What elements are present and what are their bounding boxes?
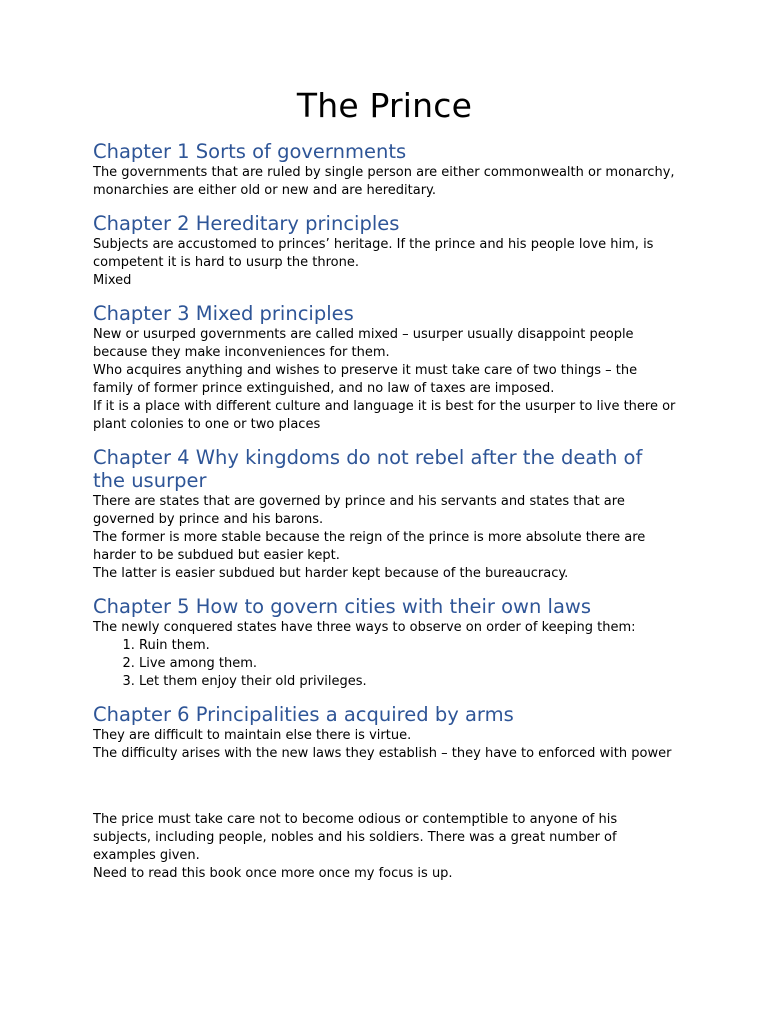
chapter-heading: Chapter 2 Hereditary principles: [93, 212, 400, 235]
list-item: 2. Live among them.: [139, 655, 676, 673]
numbered-list: [93, 637, 676, 691]
document-title: The Prince: [296, 86, 473, 125]
list-item: 3. Let them enjoy their old privileges.: [139, 673, 676, 691]
chapter-paragraph: The latter is easier subdued but harder kept because of the bureaucracy.: [93, 566, 569, 581]
chapter-paragraph: They are difficult to maintain else there is virtue.: [93, 728, 412, 743]
chapter-paragraph: The former is more stable because the reign of the prince is more absolute there are harder to be subdued but easier kept.: [93, 530, 646, 563]
chapter-1: [93, 140, 676, 200]
chapter-heading: Chapter 5 How to govern cities with their own laws: [93, 595, 592, 618]
chapter-heading: Chapter 6 Principalities a acquired by arms: [93, 703, 514, 726]
chapter-paragraph: Subjects are accustomed to princes’ heritage. If the prince and his people love him, is competent it is hard to usurp the throne.: [93, 237, 654, 270]
chapter-paragraph: There are states that are governed by prince and his servants and states that are governed by prince and his barons.: [93, 494, 625, 527]
chapter-paragraph: The newly conquered states have three ways to observe on order of keeping them:: [93, 620, 636, 635]
chapter-2: [93, 212, 676, 290]
chapter-heading: Chapter 1 Sorts of governments: [93, 140, 407, 163]
chapter-heading: Chapter 3 Mixed principles: [93, 302, 354, 325]
chapter-paragraph: New or usurped governments are called mixed – usurper usually disappoint people because they make inconveniences for them.: [93, 327, 634, 360]
chapter-3: [93, 302, 676, 434]
list-item: 1. Ruin them.: [139, 637, 676, 655]
chapter-paragraph: If it is a place with different culture and language it is best for the usurper to live there or plant colonies to one or two places: [93, 399, 676, 432]
chapter-paragraph: The governments that are ruled by single person are either commonwealth or monarchy, monarchies are either old or new and are hereditary.: [93, 165, 675, 198]
chapter-paragraph: The difficulty arises with the new laws they establish – they have to enforced with power: [93, 746, 672, 761]
chapter-4: [93, 446, 676, 583]
chapter-heading: Chapter 4 Why kingdoms do not rebel after the death of the usurper: [93, 446, 643, 492]
closing-paragraph: Need to read this book once more once my focus is up.: [93, 866, 453, 881]
closing-notes: [93, 811, 676, 883]
closing-paragraph: The price must take care not to become odious or contemptible to anyone of his subjects, including people, nobles and his soldiers. There was a great number of examples given.: [93, 812, 618, 863]
chapter-6: [93, 703, 676, 763]
chapter-paragraph: Who acquires anything and wishes to preserve it must take care of two things – the family of former prince extinguished, and no law of taxes are imposed.: [93, 363, 638, 396]
chapter-paragraph: Mixed: [93, 273, 132, 288]
blank-space: [93, 775, 676, 811]
chapter-5: [93, 595, 676, 691]
